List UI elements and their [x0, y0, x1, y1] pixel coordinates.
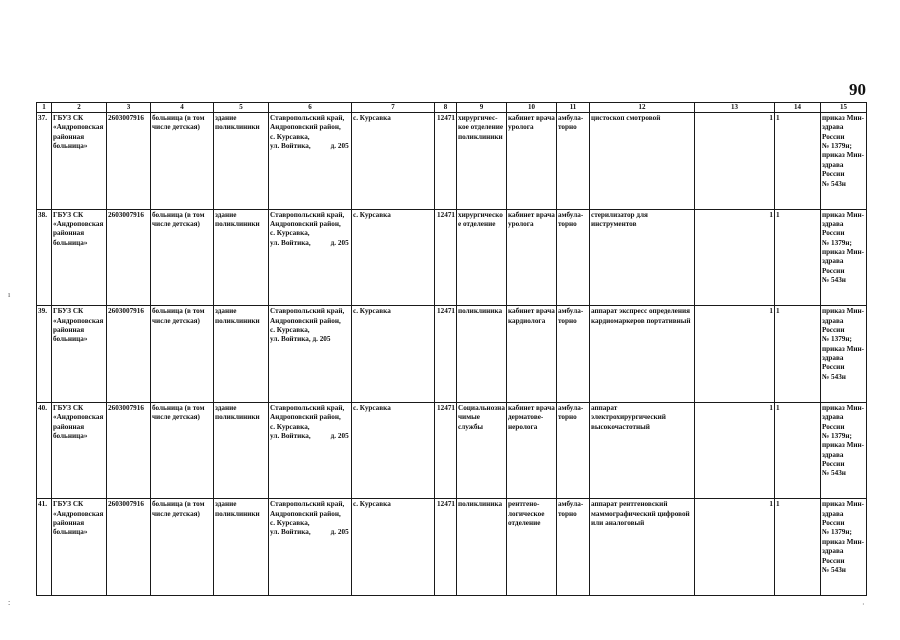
care-form-cell: амбула-торно	[557, 209, 590, 306]
room-cell: рентгено-логическое отделение	[507, 499, 557, 596]
address-line: Ставропольский край,	[270, 500, 345, 509]
order-line: приказ Мин-	[822, 344, 865, 353]
quantity-required-cell: 1	[695, 402, 775, 499]
order-line: России	[822, 325, 845, 334]
order-line: России	[822, 170, 845, 179]
address-line: с. Курсавка,	[270, 519, 310, 528]
order-line: здрава	[822, 123, 844, 132]
column-number-6: 6	[269, 103, 352, 113]
order-line: № 1379н;	[822, 528, 852, 537]
facility-type-cell: больница (в том числе детская)	[151, 113, 214, 210]
column-number-9: 9	[457, 103, 507, 113]
order-line: здрава	[822, 219, 844, 228]
address-line: Ставропольский край,	[270, 307, 345, 316]
order-line: № 543н	[822, 276, 846, 285]
room-cell: кабинет врача уролога	[507, 209, 557, 306]
table-row	[37, 306, 867, 403]
department-cell: поликлиника	[457, 499, 507, 596]
equipment-cell: цистоскоп смотровой	[590, 113, 695, 210]
organization-line: ГБУЗ СК	[53, 114, 84, 122]
organization-line: районная	[53, 422, 85, 431]
address-house: д. 205	[330, 431, 349, 440]
quantity-available-cell: 1	[775, 209, 821, 306]
column-number-14: 14	[775, 103, 821, 113]
order-line: здрава	[822, 450, 844, 459]
address-line: Андроповский район,	[270, 123, 341, 132]
order-line: приказ Мин-	[822, 500, 865, 509]
column-number-7: 7	[352, 103, 435, 113]
order-line: № 543н	[822, 469, 846, 478]
order-reference-cell	[821, 113, 867, 210]
row-number-cell: 38.	[37, 209, 52, 306]
inn-cell: 2603007916	[107, 402, 151, 499]
order-line: приказ Мин-	[822, 210, 865, 219]
order-line: России	[822, 363, 845, 372]
address-line: ул. Войтика,	[270, 528, 311, 537]
organization-cell	[52, 402, 107, 499]
column-number-2: 2	[52, 103, 107, 113]
organization-line: районная	[53, 132, 85, 141]
organization-line: больница»	[53, 335, 88, 344]
organization-line: «Андроповская	[53, 123, 104, 132]
department-cell: хирургичес-кое отделение поликлиники	[457, 113, 507, 210]
order-line: здрава	[822, 160, 844, 169]
table-row	[37, 402, 867, 499]
column-number-3: 3	[107, 103, 151, 113]
inn-cell: 2603007916	[107, 499, 151, 596]
row-number-cell: 41.	[37, 499, 52, 596]
row-number-cell: 39.	[37, 306, 52, 403]
address-house: д. 205	[330, 142, 349, 151]
address-cell	[269, 113, 352, 210]
department-cell: Социальнозна чимые службы	[457, 402, 507, 499]
code-cell: 12471	[435, 402, 457, 499]
order-reference-cell	[821, 209, 867, 306]
column-number-12: 12	[590, 103, 695, 113]
order-line: № 543н	[822, 565, 846, 574]
row-number-cell: 40.	[37, 402, 52, 499]
address-line: ул. Войтика,	[270, 142, 311, 151]
column-number-11: 11	[557, 103, 590, 113]
order-line: № 1379н;	[822, 142, 852, 151]
equipment-cell: аппарат рентгеновский маммографический цифровой или аналоговый	[590, 499, 695, 596]
room-cell: кабинет врача дерматове-неролога	[507, 402, 557, 499]
department-cell: хирургическо е отделение	[457, 209, 507, 306]
organization-line: ГБУЗ СК	[53, 210, 84, 219]
order-line: № 543н	[822, 372, 846, 381]
order-line: России	[822, 266, 845, 275]
order-line: здрава	[822, 547, 844, 556]
order-line: приказ Мин-	[822, 248, 865, 257]
care-form-cell: амбула-торно	[557, 113, 590, 210]
quantity-available-cell: 1	[775, 306, 821, 403]
address-line: с. Курсавка,	[270, 325, 310, 334]
organization-cell	[52, 113, 107, 210]
building-cell: здание поликлиники	[214, 499, 269, 596]
equipment-cell: стерилизатор для инструментов	[590, 209, 695, 306]
organization-line: ГБУЗ СК	[53, 500, 84, 509]
address-house: д. 205	[330, 238, 349, 247]
organization-line: районная	[53, 519, 85, 528]
organization-line: «Андроповская	[53, 509, 104, 518]
care-form-cell: амбула-торно	[557, 306, 590, 403]
order-line: № 1379н;	[822, 431, 852, 440]
order-line: приказ Мин-	[822, 307, 865, 316]
order-line: приказ Мин-	[822, 441, 865, 450]
organization-line: ГБУЗ СК	[53, 403, 84, 412]
order-line: № 543н	[822, 179, 846, 188]
order-line: приказ Мин-	[822, 114, 865, 122]
address-line: ул. Войтика,	[270, 431, 311, 440]
column-number-5: 5	[214, 103, 269, 113]
row-number-cell: 37.	[37, 113, 52, 210]
settlement-cell: с. Курсавка	[352, 306, 435, 403]
organization-line: «Андроповская	[53, 413, 104, 422]
organization-cell	[52, 499, 107, 596]
department-cell: поликлиника	[457, 306, 507, 403]
quantity-required-cell: 1	[695, 113, 775, 210]
settlement-cell: с. Курсавка	[352, 209, 435, 306]
table-row	[37, 499, 867, 596]
order-line: № 1379н;	[822, 335, 852, 344]
address-line: Ставропольский край,	[270, 403, 345, 412]
code-cell: 12471	[435, 499, 457, 596]
room-cell: кабинет врача кардиолога	[507, 306, 557, 403]
room-cell: кабинет врача уролога	[507, 113, 557, 210]
order-line: здрава	[822, 257, 844, 266]
address-line: Андроповский район,	[270, 413, 341, 422]
scan-mark: ı	[8, 290, 11, 299]
quantity-required-cell: 1	[695, 306, 775, 403]
order-reference-cell	[821, 402, 867, 499]
organization-line: «Андроповская	[53, 316, 104, 325]
column-number-4: 4	[151, 103, 214, 113]
facility-type-cell: больница (в том числе детская)	[151, 209, 214, 306]
column-number-row	[37, 103, 867, 113]
order-line: России	[822, 229, 845, 238]
quantity-available-cell: 1	[775, 113, 821, 210]
organization-line: больница»	[53, 238, 88, 247]
order-line: приказ Мин-	[822, 403, 865, 412]
settlement-cell: с. Курсавка	[352, 499, 435, 596]
order-line: здрава	[822, 316, 844, 325]
order-line: здрава	[822, 353, 844, 362]
care-form-cell: амбула-торно	[557, 499, 590, 596]
column-number-13: 13	[695, 103, 775, 113]
column-number-1: 1	[37, 103, 52, 113]
address-cell	[269, 209, 352, 306]
table-row	[37, 209, 867, 306]
facility-type-cell: больница (в том числе детская)	[151, 402, 214, 499]
equipment-cell: аппарат экспресс определения кардиомаркеров портативный	[590, 306, 695, 403]
organization-line: районная	[53, 229, 85, 238]
organization-line: районная	[53, 325, 85, 334]
address-line: с. Курсавка,	[270, 229, 310, 238]
scan-mark: :	[8, 598, 11, 607]
order-line: России	[822, 556, 845, 565]
address-house: д. 205	[330, 528, 349, 537]
order-reference-cell	[821, 499, 867, 596]
order-line: России	[822, 459, 845, 468]
organization-line: больница»	[53, 142, 88, 151]
settlement-cell: с. Курсавка	[352, 113, 435, 210]
address-line: ул. Войтика,	[270, 238, 311, 247]
inn-cell: 2603007916	[107, 306, 151, 403]
page-number: 90	[849, 80, 866, 99]
order-line: здрава	[822, 413, 844, 422]
quantity-required-cell: 1	[695, 209, 775, 306]
building-cell: здание поликлиники	[214, 113, 269, 210]
order-line: приказ Мин-	[822, 151, 865, 160]
address-line: с. Курсавка,	[270, 132, 310, 141]
code-cell: 12471	[435, 113, 457, 210]
quantity-available-cell: 1	[775, 499, 821, 596]
address-line: Ставропольский край,	[270, 210, 345, 219]
order-line: здрава	[822, 509, 844, 518]
order-line: России	[822, 519, 845, 528]
organization-cell	[52, 306, 107, 403]
organization-line: ГБУЗ СК	[53, 307, 84, 316]
quantity-required-cell: 1	[695, 499, 775, 596]
settlement-cell: с. Курсавка	[352, 402, 435, 499]
address-cell	[269, 402, 352, 499]
code-cell: 12471	[435, 306, 457, 403]
care-form-cell: амбула-торно	[557, 402, 590, 499]
column-number-8: 8	[435, 103, 457, 113]
equipment-register-table	[36, 102, 867, 596]
quantity-available-cell: 1	[775, 402, 821, 499]
inn-cell: 2603007916	[107, 113, 151, 210]
order-reference-cell	[821, 306, 867, 403]
facility-type-cell: больница (в том числе детская)	[151, 306, 214, 403]
building-cell: здание поликлиники	[214, 209, 269, 306]
order-line: России	[822, 132, 845, 141]
address-line: с. Курсавка,	[270, 422, 310, 431]
equipment-cell: аппарат электрохирургический высокочастотный	[590, 402, 695, 499]
code-cell: 12471	[435, 209, 457, 306]
address-line: Ставропольский край,	[270, 114, 345, 122]
inn-cell: 2603007916	[107, 209, 151, 306]
scan-mark: ·	[862, 600, 865, 609]
address-line: ул. Войтика, д. 205	[270, 335, 331, 344]
column-number-15: 15	[821, 103, 867, 113]
address-line: Андроповский район,	[270, 509, 341, 518]
address-line: Андроповский район,	[270, 316, 341, 325]
organization-line: больница»	[53, 528, 88, 537]
order-line: приказ Мин-	[822, 537, 865, 546]
organization-line: больница»	[53, 431, 88, 440]
building-cell: здание поликлиники	[214, 306, 269, 403]
column-number-10: 10	[507, 103, 557, 113]
address-cell	[269, 306, 352, 403]
building-cell: здание поликлиники	[214, 402, 269, 499]
order-line: № 1379н;	[822, 238, 852, 247]
order-line: России	[822, 422, 845, 431]
table-row	[37, 113, 867, 210]
organization-line: «Андроповская	[53, 219, 104, 228]
facility-type-cell: больница (в том числе детская)	[151, 499, 214, 596]
address-line: Андроповский район,	[270, 219, 341, 228]
organization-cell	[52, 209, 107, 306]
address-cell	[269, 499, 352, 596]
